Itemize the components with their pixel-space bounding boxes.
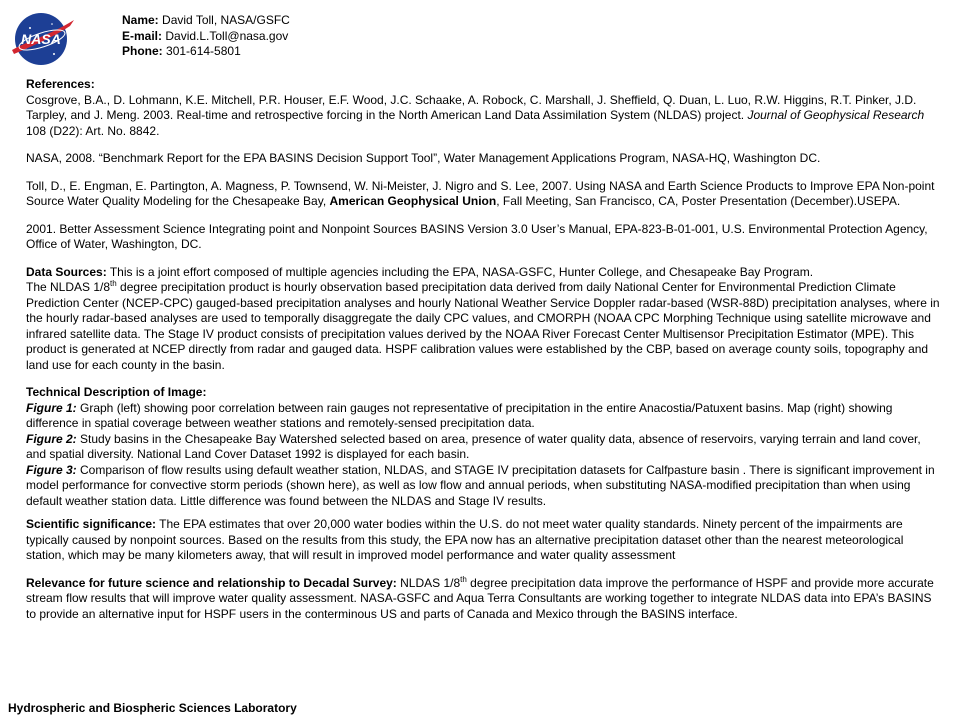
contact-name: Name: David Toll, NASA/GSFC (122, 13, 290, 27)
figure-1-description: Figure 1: Graph (left) showing poor correlation between rain gauges not representative of precipitation in the entire Anacostia/Patuxent basins. Map (right) showing difference in spatial coverage between weather stations and remotely-sensed precipitation data. (26, 400, 893, 430)
footer-lab-name: Hydrospheric and Biospheric Sciences Laboratory (8, 701, 297, 715)
references-heading: References: (26, 77, 95, 91)
reference-2: NASA, 2008. “Benchmark Report for the EPA BASINS Decision Support Tool”, Water Management Applications Program, NASA-HQ, Washington DC. (26, 151, 821, 165)
figure-2-description: Figure 2: Study basins in the Chesapeake Bay Watershed selected based on area, presence of water quality data, absence of reservoirs, varying terrain and land cover, and spatial diversity. National Land Cover Dataset 1992 is displayed for each basin. (26, 431, 921, 461)
data-sources-body: The NLDAS 1/8th degree precipitation product is hourly observation based precipitation data derived from daily National Center for Environmental Prediction Climate Prediction Center (NCEP-CPC) gauged-based precipitation analyses and hourly National Weather Service Doppler radar-based (WSR-88D) precipitation analyses, where in the hourly radar-based analyses are used to temporally disaggregate the daily CPC values, and CMORPH (NOAA CPC Morphing Technique using satellite microwave and infrared satellite data. The Stage IV product consists of precipitation values derived by the NOAA River Forecast Center Multisensor Precipitation Estimator (MPE). This product is generated at NCEP directly from radar and gauged data. HSPF calibration values were established by the CBP, based on average county soils, topography and land use for each county in the basin. (26, 279, 940, 372)
contact-block (122, 13, 290, 60)
reference-3: Toll, D., E. Engman, E. Partington, A. Magness, P. Townsend, W. Ni-Meister, J. Nigro and S. Lee, 2007. Using NASA and Earth Science Products to Improve EPA Non-point Source Water Quality Modeling for the Chesapeake Bay, American Geophysical Union, Fall Meeting, San Francisco, CA, Poster Presentation (December).USEPA. (26, 178, 935, 208)
technical-heading: Technical Description of Image: (26, 385, 207, 399)
data-sources-intro: Data Sources: This is a joint effort composed of multiple agencies including the EPA, NASA-GSFC, Hunter College, and Chesapeake Bay Program. (26, 264, 814, 279)
nasa-logo (8, 10, 78, 68)
relevance-section: Relevance for future science and relationship to Decadal Survey: NLDAS 1/8th degree precipitation data improve the performance of HSPF and provide more accurate stream flow results that will improve water quality assessment. NASA-GSFC and Aqua Terra Consultants are working together to integrate NLDAS data into EPA’s BASINS to provide an alternative input for HSPF users in the conterminous US and parts of Canada and Mexico through the BASINS interface. (26, 574, 934, 621)
reference-4: 2001. Better Assessment Science Integrating point and Nonpoint Sources BASINS Version 3.0 User’s Manual, EPA-823-B-01-001, U.S. Environmental Protection Agency, Office of Water, Washington, DC. (26, 221, 928, 251)
main-content (26, 77, 942, 622)
contact-email: E-mail: David.L.Toll@nasa.gov (122, 28, 289, 43)
contact-phone: Phone: 301-614-5801 (122, 44, 241, 58)
scientific-significance: Scientific significance: The EPA estimates that over 20,000 water bodies within the U.S. do not meet water quality standards. Ninety percent of the impairments are typically caused by nonpoint sources. Based on the results from this study, the EPA now has an alternative precipitation dataset other than the nearest meteorological station, which may be many kilometers away, that will result in improved model performance and water quality assessment (26, 517, 904, 562)
logo-text: NASA (21, 31, 61, 47)
reference-1: Cosgrove, B.A., D. Lohmann, K.E. Mitchell, P.R. Houser, E.F. Wood, J.C. Schaake, A. Robock, C. Marshall, J. Sheffield, Q. Duan, L. Luo, R.W. Higgins, R.T. Pinker, J.D. Tarpley, and J. Meng. 2003. Real-time and retrospective forcing in the North American Land Data Assimilation System (NLDAS) project. Journal of Geophysical Research 108 (D22): Art. No. 8842. (26, 92, 925, 138)
figure-3-description: Figure 3: Comparison of flow results using default weather station, NLDAS, and STAGE IV precipitation datasets for Calfpasture basin . There is significant improvement in model performance for convective storm periods (shown here), as well as low flow and annual periods, when substituting NASA-modified precipitation than when using default weather station data. Little difference was found between the NLDAS and Stage IV results. (26, 462, 935, 508)
